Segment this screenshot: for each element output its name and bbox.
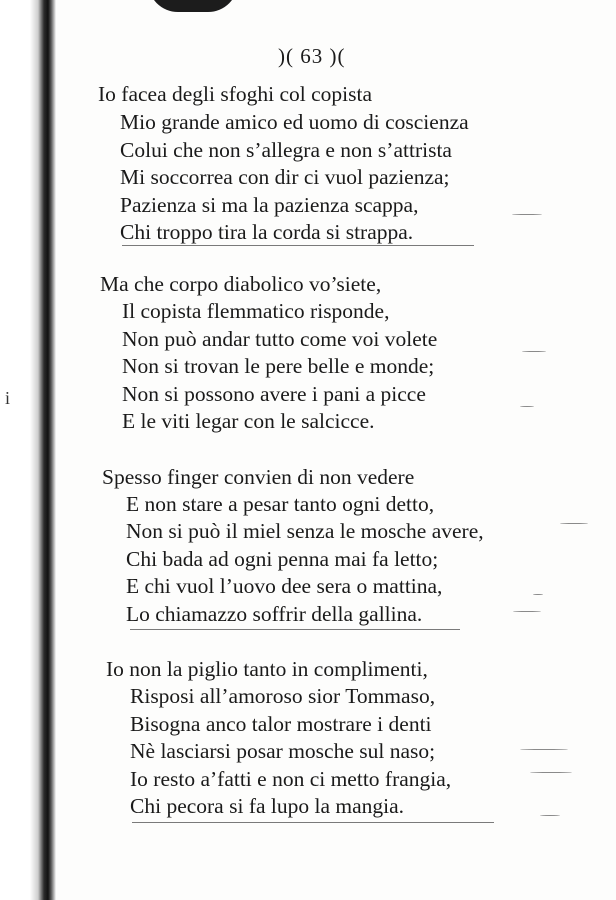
pencil-mark — [520, 406, 534, 407]
verse-line: E chi vuol l’uovo dee sera o mattina, — [126, 574, 443, 598]
verse-line: Ma che corpo diabolico vo’siete, — [100, 272, 382, 296]
margin-mark: i — [5, 388, 11, 408]
verse-line: Pazienza si ma la pazienza scappa, — [120, 193, 419, 217]
pencil-mark — [522, 351, 546, 352]
verse-line: Risposi all’amoroso sior Tommaso, — [130, 684, 436, 708]
pencil-mark — [560, 523, 588, 524]
verse-line: Mi soccorrea con dir ci vuol pazienza; — [120, 165, 450, 189]
pencil-mark — [512, 214, 542, 215]
verse-line: Mio grande amico ed uomo di coscienza — [120, 110, 469, 134]
book-spine-shadow — [0, 0, 56, 900]
pencil-underline — [130, 629, 460, 630]
verse-line: Non si può il miel senza le mosche avere, — [126, 519, 484, 543]
verse-line: Chi troppo tira la corda si strappa. — [120, 220, 414, 244]
top-edge-shadow — [148, 0, 238, 12]
verse-line: Non si trovan le pere belle e monde; — [122, 354, 435, 378]
verse-line: Non si possono avere i pani a picce — [122, 382, 426, 406]
verse-line: E non stare a pesar tanto ogni detto, — [126, 492, 435, 516]
verse-line: Io facea degli sfoghi col copista — [98, 82, 373, 106]
verse-line: Colui che non s’allegra e non s’attrista — [120, 138, 452, 162]
pencil-mark — [540, 815, 560, 816]
pencil-mark — [533, 594, 543, 595]
verse-line: Io resto a’fatti e non ci metto frangia, — [130, 767, 452, 791]
verse-line: Chi pecora si fa lupo la mangia. — [130, 794, 405, 818]
verse-line: Chi bada ad ogni penna mai fa letto; — [126, 547, 439, 571]
verse-line: Il copista flemmatico risponde, — [122, 299, 390, 323]
pencil-mark — [513, 611, 541, 612]
pencil-mark — [520, 749, 568, 750]
pencil-underline — [122, 245, 474, 246]
pencil-underline — [132, 822, 494, 823]
page-number: )( 63 )( — [278, 44, 346, 68]
verse-line: E le viti legar con le salcicce. — [122, 409, 375, 433]
pencil-mark — [530, 772, 572, 773]
verse-line: Spesso finger convien di non vedere — [102, 465, 415, 489]
verse-line: Nè lasciarsi posar mosche sul naso; — [130, 739, 436, 763]
verse-line: Lo chiamazzo soffrir della gallina. — [126, 602, 423, 626]
verse-line: Non può andar tutto come voi volete — [122, 327, 438, 351]
verse-line: Io non la piglio tanto in complimenti, — [106, 657, 428, 681]
verse-line: Bisogna anco talor mostrare i denti — [130, 712, 432, 736]
